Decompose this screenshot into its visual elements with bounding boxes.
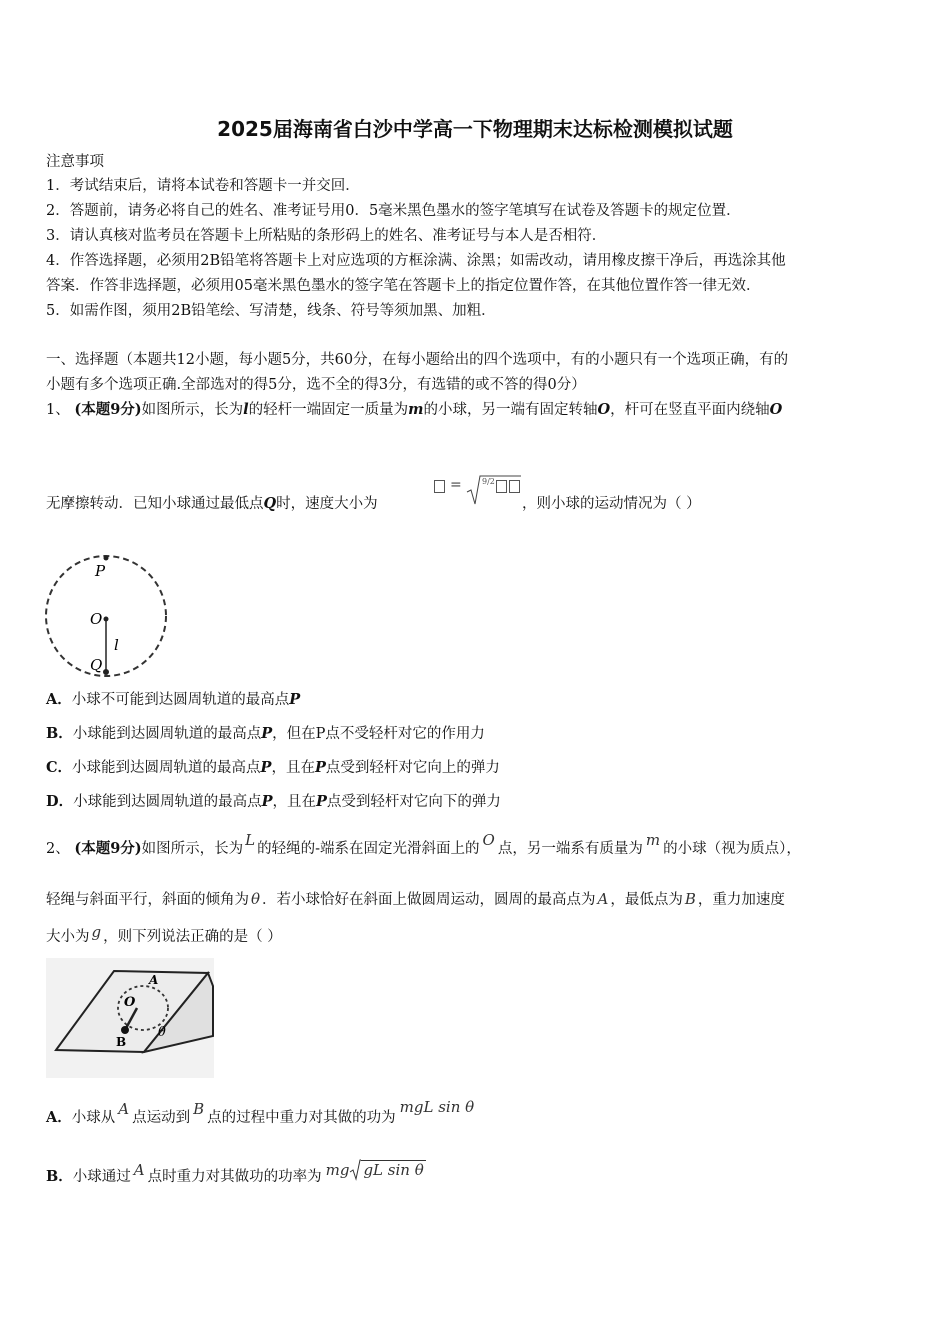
var-l: l <box>243 401 249 418</box>
q2-text: ，则下列说法正确的是（ ） <box>103 929 282 945</box>
label-o: O <box>90 610 103 628</box>
q1-option-b <box>46 724 485 744</box>
var-O: O <box>597 401 611 418</box>
placeholder-glyph <box>509 480 520 493</box>
option-text: 小球不可能到达圆周轨道的最高点 <box>71 692 290 708</box>
q1-circle-diagram <box>40 552 175 677</box>
q1-text: 无摩擦转动．已知小球通过最低点 <box>46 496 264 512</box>
var-theta: θ <box>251 890 261 908</box>
q2-text: 大小为 <box>46 929 90 945</box>
sqrt-sign <box>349 1159 361 1181</box>
q2-text: 的小球（视为质点）， <box>663 841 801 857</box>
q1-line1 <box>46 400 782 420</box>
q2-text: 的轻绳的-端系在固定光滑斜面上的 <box>257 841 480 857</box>
q2-line3 <box>46 923 282 947</box>
q2-option-a <box>46 1098 475 1128</box>
sqrt-content: gL sin θ <box>363 1161 424 1179</box>
var-O: O <box>769 401 783 418</box>
q2-option-b <box>46 1161 426 1187</box>
q2-text: ．若小球恰好在斜面上做圆周运动，圆周的最高点为 <box>262 892 596 908</box>
q1-option-c <box>46 758 500 778</box>
power-expression-sqrt <box>349 1159 425 1181</box>
option-label: A． <box>46 691 72 708</box>
option-text: 小球能到达圆周轨道的最高点 <box>72 726 262 742</box>
option-label: A． <box>46 1109 72 1126</box>
q1-number: 1、 <box>46 402 70 418</box>
q2-incline-diagram <box>46 958 214 1078</box>
option-text: ，但在P点不受轻杆对它的作用力 <box>272 726 485 742</box>
q2-text: 如图所示，长为 <box>141 841 244 857</box>
label-o: O <box>124 995 136 1010</box>
q1-text: 时，速度大小为 <box>276 496 378 512</box>
section-instructions-cont: 小题有多个选项正确.全部选对的得5分，选不全的得3分，有选错的或不答的得0分） <box>46 377 586 393</box>
q1-text: 如图所示，长为 <box>141 402 244 418</box>
var-A: A <box>118 1100 130 1118</box>
q1-line2-end: ，则小球的运动情况为（ ） <box>522 496 701 512</box>
option-text: 小球能到达圆周轨道的最高点 <box>73 794 262 810</box>
label-theta: θ <box>158 1025 166 1040</box>
var-B: B <box>684 890 696 908</box>
option-text: 点受到轻杆对它向上的弹力 <box>325 760 500 776</box>
option-text: 小球通过 <box>72 1169 131 1185</box>
placeholder-glyph <box>496 480 507 493</box>
q2-number: 2、 <box>46 841 70 857</box>
formula-fraction: 9/2 <box>482 477 495 486</box>
option-label: D． <box>46 793 74 810</box>
var-P: P <box>260 759 272 776</box>
q2-score: (本题9分) <box>74 840 142 857</box>
q2-line1 <box>46 831 801 859</box>
var-B: B <box>193 1100 205 1118</box>
var-L: L <box>245 831 256 849</box>
label-b: B <box>116 1035 127 1049</box>
q2-text: ，最低点为 <box>610 892 683 908</box>
q1-text: 的轻杆一端固定一质量为 <box>248 402 409 418</box>
option-text: 点受到轻杆对它向下的弹力 <box>326 794 501 810</box>
var-P: P <box>314 759 326 776</box>
q1-score: (本题9分) <box>74 401 142 418</box>
formula-equals: = <box>450 477 462 493</box>
option-label: C． <box>46 759 73 776</box>
var-P: P <box>315 793 327 810</box>
var-A: A <box>597 890 609 908</box>
var-P: P <box>289 691 301 708</box>
notice-heading: 注意事项 <box>46 154 104 170</box>
page-title: 2025届海南省白沙中学高一下物理期末达标检测模拟试题 <box>217 117 733 141</box>
label-l: l <box>114 636 119 654</box>
notice-item: 2．答题前，请务必将自己的姓名、准考证号用0．5毫米黑色墨水的签字笔填写在试卷及答题卡的规定位置． <box>46 203 741 219</box>
q2-text: 点，另一端系有质量为 <box>497 841 643 857</box>
var-P: P <box>261 725 273 742</box>
ball <box>121 1026 129 1034</box>
notice-item: 答案．作答非选择题，必须用05毫米黑色墨水的签字笔在答题卡上的指定位置作答，在其他位置作答一律无效． <box>46 278 761 294</box>
q1-option-d <box>46 792 501 812</box>
option-text: ，且在 <box>272 794 316 810</box>
option-text: 点运动到 <box>132 1110 191 1126</box>
label-a: A <box>149 973 159 987</box>
velocity-formula <box>433 474 523 510</box>
section-instructions: 一、选择题（本题共12小题，每小题5分，共60分，在每小题给出的四个选项中，有的小题只有一个选项正确，有的 <box>46 352 789 368</box>
pivot-o-dot <box>104 617 109 622</box>
q1-text: ，杆可在竖直平面内绕轴 <box>610 402 770 418</box>
var-P: P <box>261 793 273 810</box>
q2-text: 轻绳与斜面平行，斜面的倾角为 <box>46 892 249 908</box>
q1-text: 的小球，另一端有固定转轴 <box>423 402 598 418</box>
point-p-dot <box>104 556 109 561</box>
var-g: g <box>91 923 102 941</box>
option-text: 小球能到达圆周轨道的最高点 <box>72 760 261 776</box>
notice-item: 3．请认真核对监考员在答题卡上所粘贴的条形码上的姓名、准考证号与本人是否相符． <box>46 228 607 244</box>
option-text: 点时重力对其做功的功率为 <box>147 1169 322 1185</box>
var-m: m <box>408 401 424 418</box>
q1-line2 <box>46 494 378 514</box>
notice-item: 1．考试结束后，请将本试卷和答题卡一并交回． <box>46 178 360 194</box>
notice-item: 5．如需作图，须用2B铅笔绘、写清楚，线条、符号等须加黑、加粗． <box>46 303 496 319</box>
option-label: B． <box>46 1168 73 1185</box>
work-expression: mgL sin θ <box>399 1098 475 1116</box>
var-Q: Q <box>263 495 277 512</box>
notice-item: 4．作答选择题，必须用2B铅笔将答题卡上对应选项的方框涂满、涂黑；如需改动，请用橡皮擦干净后，再选涂其他 <box>46 253 786 269</box>
option-text: 小球从 <box>71 1110 116 1126</box>
q2-line2 <box>46 889 785 910</box>
q2-text: ，重力加速度 <box>697 892 785 908</box>
option-label: B． <box>46 725 73 742</box>
label-q: Q <box>90 656 103 674</box>
power-expression-coeff: mg <box>325 1161 350 1179</box>
q1-option-a <box>46 690 300 710</box>
label-p: P <box>95 562 106 580</box>
option-text: ，且在 <box>271 760 315 776</box>
ball-q <box>103 669 109 675</box>
var-A: A <box>133 1161 145 1179</box>
var-O: O <box>482 831 495 849</box>
var-m: m <box>645 831 661 849</box>
option-text: 点的过程中重力对其做的功为 <box>207 1110 396 1126</box>
